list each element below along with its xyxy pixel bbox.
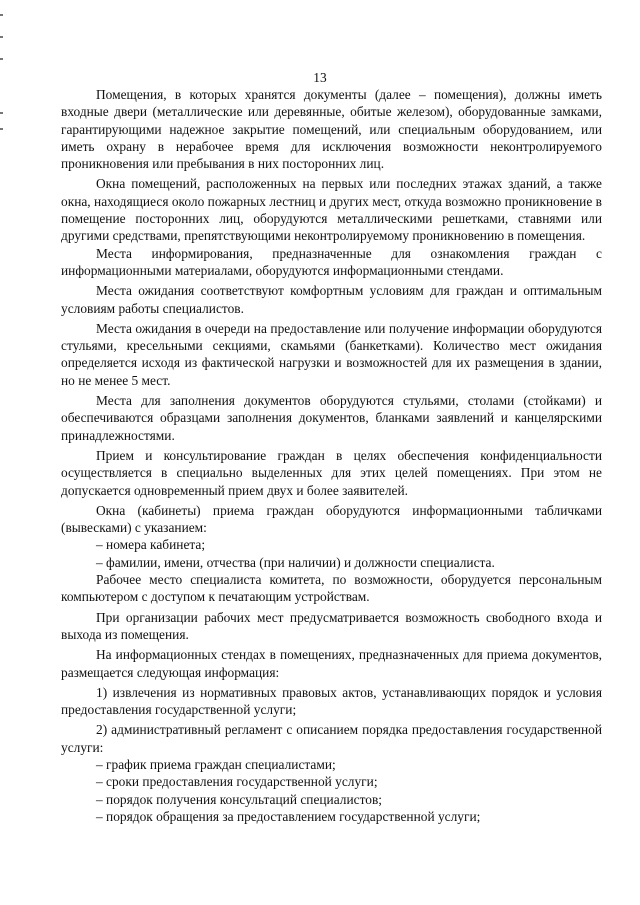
paragraph-info-stands: На информационных стендах в помещениях, предназначенных для приема документов, размещается следующая информация: (61, 647, 602, 680)
scan-mark (0, 112, 3, 114)
list-item: – график приема граждан специалистами; (96, 756, 336, 772)
paragraph-free-access: При организации рабочих мест предусматривается возможность свободного входа и выхода из помещения. (61, 609, 602, 642)
paragraph-queue-places: Места ожидания в очереди на предоставление или получение информации оборудуются стульями, кресельными секциями, скамьями (банкетками). Количество мест ожидания определяется исходя из фактической нагрузки и возможностей для их размещения в здании, но не менее 5 мест. (61, 320, 602, 388)
paragraph-waiting-places: Места ожидания соответствуют комфортным условиям для граждан и оптимальным условиям работы специалистов. (61, 283, 602, 316)
list-item: – сроки предоставления государственной услуги; (96, 774, 378, 790)
paragraph-storage-rooms: Помещения, в которых хранятся документы (далее – помещения), должны иметь входные двери (металлические или деревянные, обитые железом), оборудованные замками, гарантирующими надежное закрытие помещений, или специальным оборудованием, или иметь охрану в нерабочее время для исключения возможности неконтролируемого проникновения или пребывания в них посторонних лиц. (61, 87, 602, 172)
paragraph-information-places: Места информирования, предназначенные для ознакомления граждан с информационными материалами, оборудуются информационными стендами. (61, 245, 602, 278)
scan-mark (0, 14, 3, 16)
paragraph-windows-signs: Окна (кабинеты) приема граждан оборудуются информационными табличками (вывесками) с указанием: (61, 502, 602, 536)
list-item: – номера кабинета; (96, 537, 206, 553)
scan-mark (0, 128, 3, 130)
list-item: – порядок обращения за предоставлением государственной услуги; (96, 808, 481, 824)
scan-mark (0, 58, 3, 60)
scan-mark (0, 36, 3, 38)
list-item: – фамилии, имени, отчества (при наличии) и должности специалиста. (96, 554, 495, 570)
page-number: 13 (313, 70, 327, 85)
paragraph-document-filling: Места для заполнения документов оборудуются стульями, столами (стойками) и обеспечиваются образцами заполнения документов, бланками заявлений и канцелярскими принадлежностями. (61, 393, 602, 443)
list-item: – порядок получения консультаций специалистов; (96, 791, 382, 807)
list-item-numbered: 1) извлечения из нормативных правовых актов, устанавливающих порядок и условия предоставления государственной услуги; (61, 684, 602, 718)
paragraph-windows: Окна помещений, расположенных на первых или последних этажах зданий, а также окна, находящиеся около пожарных лестниц и других мест, откуда возможно проникновение в помещение посторонних лиц, оборудуются металлическими решетками, ставнями или другими средствами, препятствующими неконтролируемому проникновению в помещения. (61, 176, 602, 244)
list-item-numbered: 2) административный регламент с описанием порядка предоставления государственной услуги: (61, 722, 602, 755)
paragraph-reception: Прием и консультирование граждан в целях обеспечения конфиденциальности осуществляется в специально выделенных для этих целей помещениях. При этом не допускается одновременный прием двух и более заявителей. (61, 447, 602, 498)
paragraph-workplace: Рабочее место специалиста комитета, по возможности, оборудуется персональным компьютером с доступом к печатающим устройствам. (61, 572, 602, 605)
document-body (61, 86, 602, 825)
